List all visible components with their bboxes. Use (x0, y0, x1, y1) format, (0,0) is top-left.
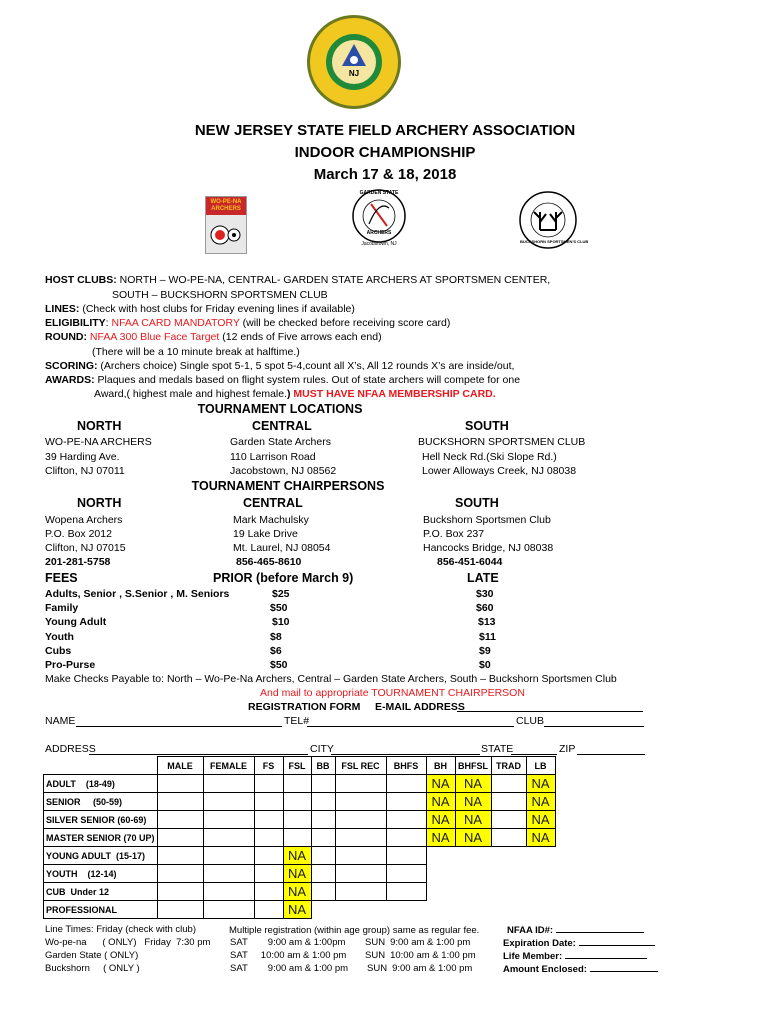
fee-name: Cubs (45, 644, 72, 657)
round-target: NFAA 300 Blue Face Target (89, 331, 220, 343)
chair-north-line: P.O. Box 2012 (45, 528, 112, 540)
na-cell: NA (455, 793, 491, 811)
entry-cell[interactable] (283, 829, 311, 847)
table-corner (44, 757, 158, 775)
sun-label: SUN (365, 950, 386, 961)
entry-cell[interactable] (157, 901, 203, 919)
awards-text2: Award,( highest male and highest female. (94, 388, 287, 400)
payable-note: Make Checks Payable to: North – Wo-Pe-Na Archers, Central – Garden State Archers, South – Buckshorn Sportsmen Club (45, 673, 617, 685)
host-clubs-line2: SOUTH – BUCKSHORN SPORTSMEN CLUB (112, 289, 328, 301)
entry-cell[interactable] (203, 811, 254, 829)
garden-logo-bottom: ARCHERS (366, 230, 392, 236)
fee-name: Family (45, 602, 79, 615)
address-label: ADDRESS (45, 743, 96, 755)
awards-line (45, 373, 520, 388)
chair-central (233, 513, 330, 569)
awards-label: AWARDS: (45, 374, 95, 386)
fee-late: $30 (476, 588, 494, 600)
page-title: NEW JERSEY STATE FIELD ARCHERY ASSOCIATION (194, 122, 576, 139)
na-cell: NA (526, 775, 555, 793)
entry-cell[interactable] (335, 811, 386, 829)
na-cell: NA (426, 829, 455, 847)
entry-cell[interactable] (335, 883, 386, 901)
entry-cell[interactable] (311, 775, 335, 793)
fees-names (45, 587, 229, 672)
seal-letters: NJ (348, 69, 360, 78)
sat-row (230, 936, 348, 949)
row-label: SENIOR (50-59) (44, 793, 158, 811)
chair-central-line: Mark Machulsky (233, 514, 309, 526)
table-row (44, 775, 556, 793)
entry-cell[interactable] (386, 829, 426, 847)
table-row (44, 865, 556, 883)
entry-cell[interactable] (157, 847, 203, 865)
line-times-line: Line Times: Friday (check with club) (45, 924, 196, 935)
locations-central-heading: CENTRAL (252, 419, 312, 433)
eligibility-requirement: NFAA CARD MANDATORY (111, 317, 240, 329)
row-label: YOUNG ADULT (15-17) (44, 847, 158, 865)
entry-cell[interactable] (254, 829, 283, 847)
table-row (44, 811, 556, 829)
location-south-line: Hell Neck Rd.(Ski Slope Rd.) (422, 450, 557, 463)
fees-prior (270, 587, 290, 672)
entry-cell[interactable] (491, 793, 526, 811)
entry-cell[interactable] (203, 775, 254, 793)
entry-cell[interactable] (203, 901, 254, 919)
entry-cell[interactable] (157, 883, 203, 901)
fee-prior: $10 (272, 616, 290, 629)
expiration-label: Expiration Date: (503, 938, 576, 949)
lines-text: (Check with host clubs for Friday evening lines if available) (82, 303, 355, 315)
chair-central-phone: 856-465-8610 (236, 556, 302, 568)
fee-name: Adults, Senior , S.Senior , M. Seniors (45, 588, 230, 600)
host-clubs-label: HOST CLUBS: (45, 274, 117, 286)
registration-form-label: REGISTRATION FORM (248, 701, 361, 713)
na-cell: NA (283, 901, 311, 919)
col-female: FEMALE (203, 757, 254, 775)
na-cell: NA (455, 829, 491, 847)
chairs-south-heading: SOUTH (455, 496, 499, 510)
round-line2: (There will be a 10 minute break at halftime.) (92, 346, 300, 358)
na-cell: NA (426, 775, 455, 793)
city-label: CITY (310, 743, 334, 755)
na-cell: NA (526, 793, 555, 811)
lines-line (45, 302, 355, 317)
locations-title: TOURNAMENT LOCATIONS (197, 402, 363, 416)
col-fs: FS (254, 757, 283, 775)
location-central (230, 435, 336, 479)
address-field[interactable] (89, 754, 308, 755)
fee-prior: $6 (270, 644, 282, 657)
location-south-line: Lower Alloways Creek, NJ 08038 (422, 465, 577, 477)
sat-label: SAT (230, 950, 248, 961)
entry-cell[interactable] (311, 811, 335, 829)
fees-title: FEES (45, 571, 78, 585)
fee-late: $0 (479, 659, 491, 672)
entry-cell[interactable] (203, 847, 254, 865)
awards-membership-warning: MUST HAVE NFAA MEMBERSHIP CARD. (293, 388, 496, 400)
chair-north (45, 513, 126, 569)
entry-cell[interactable] (386, 847, 426, 865)
awards-line2 (94, 387, 496, 402)
locations-north-heading: NORTH (77, 419, 122, 433)
location-north-line: WO-PE-NA ARCHERS (45, 436, 152, 448)
chairpersons-title: TOURNAMENT CHAIRPERSONS (191, 479, 385, 493)
amount-label: Amount Enclosed: (503, 964, 587, 975)
line-times (45, 923, 210, 975)
table-row (44, 829, 556, 847)
expiration-field[interactable] (579, 936, 655, 946)
round-line (45, 330, 382, 345)
na-cell: NA (283, 865, 311, 883)
sun-time: 10:00 am & 1:00 pm (390, 950, 476, 961)
col-fsl-rec: FSL REC (335, 757, 386, 775)
na-cell: NA (526, 811, 555, 829)
entry-cell[interactable] (254, 775, 283, 793)
fees-prior-heading: PRIOR (before March 9) (213, 571, 354, 585)
chairs-north-heading: NORTH (77, 496, 122, 510)
entry-cell[interactable] (254, 901, 283, 919)
entry-cell[interactable] (283, 811, 311, 829)
col-lb: LB (526, 757, 555, 775)
round-text: (12 ends of Five arrows each end) (222, 331, 382, 343)
entry-cell[interactable] (157, 775, 203, 793)
entry-cell[interactable] (157, 811, 203, 829)
entry-cell[interactable] (311, 883, 335, 901)
entry-cell[interactable] (157, 793, 203, 811)
entry-cell[interactable] (335, 847, 386, 865)
na-cell: NA (426, 793, 455, 811)
entry-cell[interactable] (386, 793, 426, 811)
fee-late: $11 (479, 630, 496, 643)
fee-prior: $50 (270, 659, 288, 672)
entry-cell[interactable] (254, 865, 283, 883)
chairs-central-heading: CENTRAL (243, 496, 303, 510)
email-field[interactable] (457, 711, 643, 712)
fee-name: Pro-Purse (45, 659, 96, 672)
club-label: CLUB (516, 715, 545, 727)
association-seal-logo (306, 14, 402, 110)
sun-row (365, 949, 476, 962)
na-cell: NA (455, 775, 491, 793)
nfaa-id-label: NFAA ID#: (507, 925, 554, 936)
tel-label: TEL# (284, 715, 310, 727)
entry-cell[interactable] (254, 793, 283, 811)
scoring-text: (Archers choice) Single spot 5-1, 5 spot 5-4,count all X’s, All 12 rounds X’s are inside/out, (100, 360, 515, 372)
fee-prior: $25 (272, 588, 290, 600)
eligibility-text: (will be checked before receiving score card) (242, 317, 451, 329)
zip-field[interactable] (577, 754, 645, 755)
wopena-logo-text: WO-PE-NA ARCHERS (210, 199, 242, 212)
wopena-logo (205, 196, 247, 254)
fee-late: $13 (478, 616, 496, 629)
fee-late: $60 (476, 602, 494, 615)
location-central-line: 110 Larrison Road (230, 450, 316, 463)
entry-cell[interactable] (491, 775, 526, 793)
eligibility-label: ELIGIBILITY (45, 317, 106, 329)
chair-central-line: Mt. Laurel, NJ 08054 (233, 542, 331, 554)
entry-cell[interactable] (386, 775, 426, 793)
fee-prior: $50 (270, 602, 288, 615)
state-field[interactable] (511, 754, 557, 755)
chair-south-line: P.O. Box 237 (423, 528, 485, 540)
sun-label: SUN (367, 963, 388, 974)
mail-note: And mail to appropriate TOURNAMENT CHAIRPERSON (260, 687, 525, 699)
awards-close: ) (287, 388, 291, 400)
entry-cell[interactable] (254, 883, 283, 901)
line-times-line: Garden State ( ONLY) (45, 950, 139, 961)
amount-row (503, 962, 658, 977)
entry-cell[interactable] (386, 865, 426, 883)
sun-time: 9:00 am & 1:00 pm (390, 937, 471, 948)
sat-time: 9:00 am & 1:00 pm (267, 963, 349, 974)
life-member-field[interactable] (565, 949, 647, 959)
location-central-line: Garden State Archers (230, 436, 331, 448)
sat-row (230, 962, 348, 975)
entry-cell[interactable] (386, 811, 426, 829)
club-field[interactable] (544, 726, 644, 727)
sun-row (365, 936, 476, 949)
locations-south-heading: SOUTH (465, 419, 509, 433)
entry-cell[interactable] (203, 793, 254, 811)
entry-cell[interactable] (157, 829, 203, 847)
na-cell: NA (283, 883, 311, 901)
fee-late: $9 (479, 644, 491, 657)
line-times-line: Wo-pe-na ( ONLY) Friday 7:30 pm (45, 937, 211, 948)
entry-cell[interactable] (491, 811, 526, 829)
garden-state-logo (351, 186, 407, 250)
entry-cell[interactable] (491, 829, 526, 847)
entry-cell[interactable] (283, 775, 311, 793)
entry-cell[interactable] (203, 829, 254, 847)
nfaa-id-field[interactable] (556, 923, 644, 933)
col-bb: BB (311, 757, 335, 775)
row-label: ADULT (18-49) (44, 775, 158, 793)
table-row (44, 901, 556, 919)
sun-time: 9:00 am & 1:00 pm (392, 963, 473, 974)
email-label: E-MAIL ADDRESS (375, 701, 465, 713)
awards-text: Plaques and medals based on flight system rules. Out of state archers will compete for one (97, 374, 521, 386)
fees-late-heading: LATE (467, 571, 499, 585)
col-bh: BH (426, 757, 455, 775)
location-south (418, 435, 585, 479)
entry-cell[interactable] (254, 811, 283, 829)
location-north (45, 435, 152, 479)
division-table (43, 756, 556, 919)
sat-time: 9:00 am & 1:00pm (267, 937, 346, 948)
tel-field[interactable] (307, 726, 514, 727)
entry-cell[interactable] (311, 829, 335, 847)
host-clubs-line (45, 273, 550, 288)
row-label: SILVER SENIOR (60-69) (44, 811, 158, 829)
row-label: YOUTH (12-14) (44, 865, 158, 883)
scoring-line (45, 359, 514, 374)
na-cell: NA (526, 829, 555, 847)
entry-cell[interactable] (157, 865, 203, 883)
buckshorn-logo (518, 190, 589, 250)
col-bhfs: BHFS (386, 757, 426, 775)
page-subtitle: INDOOR CHAMPIONSHIP (294, 144, 476, 161)
col-male: MALE (157, 757, 203, 775)
sun-label: SUN (365, 937, 386, 948)
name-field[interactable] (76, 726, 282, 727)
col-trad: TRAD (491, 757, 526, 775)
col-fsl: FSL (283, 757, 311, 775)
row-label: MASTER SENIOR (70 UP) (44, 829, 158, 847)
multiple-registration-note: Multiple registration (within age group) same as regular fee. (229, 925, 480, 936)
entry-cell[interactable] (254, 847, 283, 865)
fee-prior: $8 (270, 630, 282, 643)
eligibility-line: ELIGIBILITY: NFAA CARD MANDATORY (will be checked before receiving score card) (45, 317, 451, 329)
city-field[interactable] (331, 754, 480, 755)
chair-south (423, 513, 553, 569)
sunday-times (365, 936, 476, 975)
entry-cell[interactable] (335, 793, 386, 811)
entry-cell[interactable] (311, 793, 335, 811)
fee-name: Youth (45, 630, 74, 643)
location-central-line: Jacobstown, NJ 08562 (230, 465, 337, 477)
table-row (44, 793, 556, 811)
name-label: NAME (45, 715, 76, 727)
location-north-line: 39 Harding Ave. (45, 450, 120, 463)
chair-north-line: Wopena Archers (45, 514, 123, 526)
entry-cell[interactable] (386, 883, 426, 901)
table-row (44, 847, 556, 865)
chair-south-phone: 856-451-6044 (437, 556, 503, 568)
sat-label: SAT (230, 963, 248, 974)
fee-name: Young Adult (45, 616, 107, 629)
garden-logo-town: Jacobstown, NJ (361, 241, 397, 247)
garden-logo-top: GARDEN STATE (359, 190, 399, 196)
table-header-row (44, 757, 556, 775)
event-dates: March 17 & 18, 2018 (313, 166, 457, 183)
row-label: CUB Under 12 (44, 883, 158, 901)
host-clubs-text: NORTH – WO-PE-NA, CENTRAL- GARDEN STATE ARCHERS AT SPORTSMEN CENTER, (119, 274, 551, 286)
entry-cell[interactable] (203, 883, 254, 901)
sat-label: SAT (230, 937, 248, 948)
na-cell: NA (455, 811, 491, 829)
entry-cell[interactable] (311, 847, 335, 865)
col-bhfsl: BHFSL (455, 757, 491, 775)
sun-row (365, 962, 476, 975)
saturday-times (230, 936, 348, 975)
entry-cell[interactable] (311, 865, 335, 883)
round-label: ROUND: (45, 331, 87, 343)
chair-central-line: 19 Lake Drive (233, 528, 298, 540)
table-row (44, 883, 556, 901)
state-label: STATE (481, 743, 514, 755)
amount-field[interactable] (590, 962, 658, 972)
fees-late (476, 587, 496, 672)
chair-north-phone: 201-281-5758 (45, 556, 111, 568)
na-cell: NA (426, 811, 455, 829)
life-member-label: Life Member: (503, 951, 563, 962)
location-north-line: Clifton, NJ 07011 (45, 465, 125, 477)
scoring-label: SCORING: (45, 360, 98, 372)
sat-row (230, 949, 348, 962)
entry-cell[interactable] (335, 829, 386, 847)
entry-cell[interactable] (283, 793, 311, 811)
zip-label: ZIP (559, 743, 576, 755)
na-cell: NA (283, 847, 311, 865)
sat-time: 10:00 am & 1:00 pm (260, 950, 347, 961)
entry-cell[interactable] (335, 775, 386, 793)
location-south-line: BUCKSHORN SPORTSMEN CLUB (418, 436, 586, 448)
buckshorn-logo-text: BUCKSHORN SPORTSMEN'S CLUB (520, 239, 589, 244)
chair-north-line: Clifton, NJ 07015 (45, 542, 126, 554)
chair-south-line: Hancocks Bridge, NJ 08038 (423, 542, 554, 554)
entry-cell[interactable] (335, 865, 386, 883)
lines-label: LINES: (45, 303, 80, 315)
row-label: PROFESSIONAL (44, 901, 158, 919)
line-times-line: Buckshorn ( ONLY ) (45, 963, 140, 974)
chair-south-line: Buckshorn Sportsmen Club (423, 514, 551, 526)
entry-cell[interactable] (203, 865, 254, 883)
